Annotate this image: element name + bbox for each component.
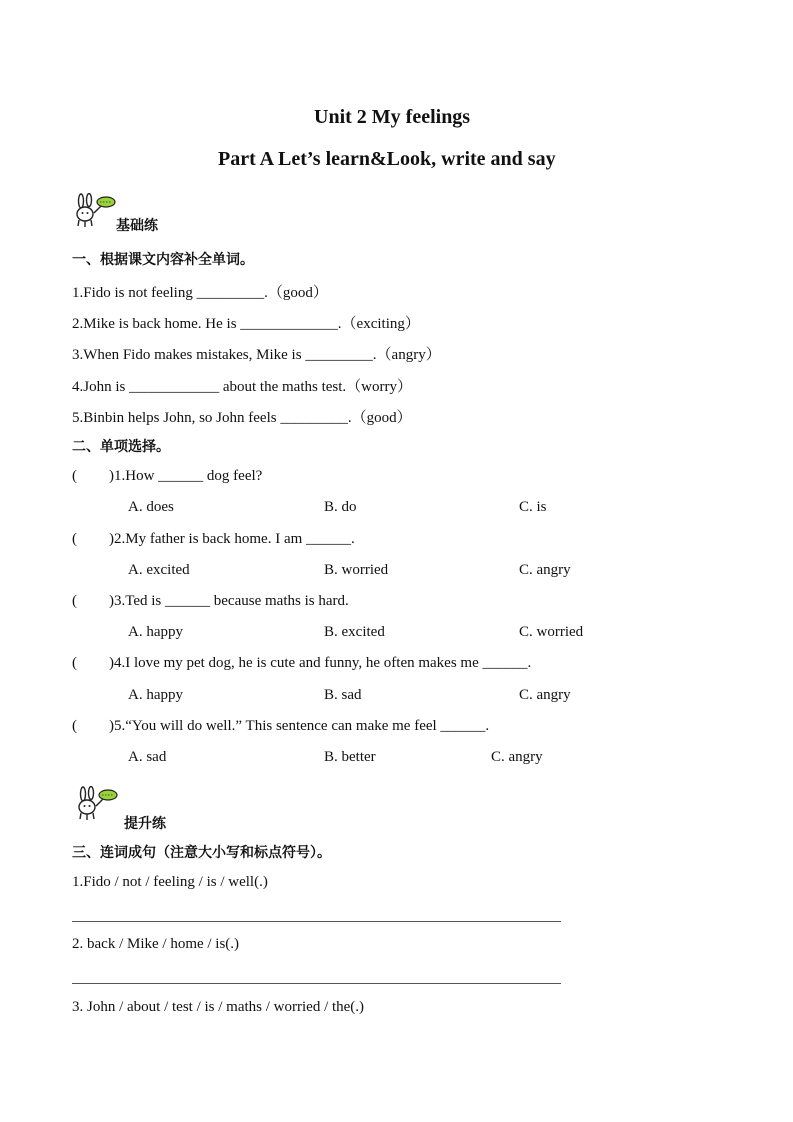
question-paren: ( xyxy=(72,531,77,547)
fill-item-1: 1.Fido is not feeling _________.（good） xyxy=(72,285,328,301)
basic-practice-label: 基础练 xyxy=(116,218,158,234)
question-paren: ( xyxy=(72,655,77,671)
bunny-sign-icon xyxy=(74,786,120,822)
option-c: C. is xyxy=(519,499,547,515)
option-b: B. excited xyxy=(324,624,385,640)
answer-line[interactable] xyxy=(72,983,561,984)
section2-heading: 二、单项选择。 xyxy=(72,439,170,455)
option-b: B. sad xyxy=(324,687,362,703)
option-c: C. angry xyxy=(519,687,571,703)
page-subtitle: Part A Let’s learn&Look, write and say xyxy=(218,148,556,170)
question-paren: ( xyxy=(72,468,77,484)
option-a: A. sad xyxy=(128,749,167,765)
advanced-practice-label: 提升练 xyxy=(124,816,166,832)
question-stem: )2.My father is back home. I am ______. xyxy=(109,531,355,547)
option-a: A. happy xyxy=(128,624,183,640)
option-a: A. happy xyxy=(128,687,183,703)
option-a: A. does xyxy=(128,499,174,515)
option-c: C. angry xyxy=(519,562,571,578)
page-title: Unit 2 My feelings xyxy=(314,106,471,128)
fill-item-5: 5.Binbin helps John, so John feels _________.（good） xyxy=(72,410,412,426)
fill-item-3: 3.When Fido makes mistakes, Mike is _________.（angry） xyxy=(72,347,441,363)
section3-heading: 三、连词成句（注意大小写和标点符号）。 xyxy=(72,845,331,861)
reorder-item-2: 2. back / Mike / home / is(.) xyxy=(72,936,240,952)
question-stem: )5.“You will do well.” This sentence can make me feel ______. xyxy=(109,718,490,734)
option-b: B. do xyxy=(324,499,357,515)
question-paren: ( xyxy=(72,718,77,734)
question-paren: ( xyxy=(72,593,77,609)
question-stem: )4.I love my pet dog, he is cute and funny, he often makes me ______. xyxy=(109,655,532,671)
option-c: C. worried xyxy=(519,624,584,640)
reorder-item-3: 3. John / about / test / is / maths / worried / the(.) xyxy=(72,999,365,1015)
answer-line[interactable] xyxy=(72,921,561,922)
fill-item-2: 2.Mike is back home. He is _____________.（exciting） xyxy=(72,316,420,332)
question-stem: )3.Ted is ______ because maths is hard. xyxy=(109,593,349,609)
option-a: A. excited xyxy=(128,562,190,578)
option-b: B. worried xyxy=(324,562,389,578)
option-b: B. better xyxy=(324,749,376,765)
fill-item-4: 4.John is ____________ about the maths test.（worry） xyxy=(72,379,412,395)
reorder-item-1: 1.Fido / not / feeling / is / well(.) xyxy=(72,874,268,890)
question-stem: )1.How ______ dog feel? xyxy=(109,468,263,484)
bunny-sign-icon xyxy=(72,193,118,229)
option-c: C. angry xyxy=(491,749,543,765)
section1-heading: 一、根据课文内容补全单词。 xyxy=(72,252,254,268)
